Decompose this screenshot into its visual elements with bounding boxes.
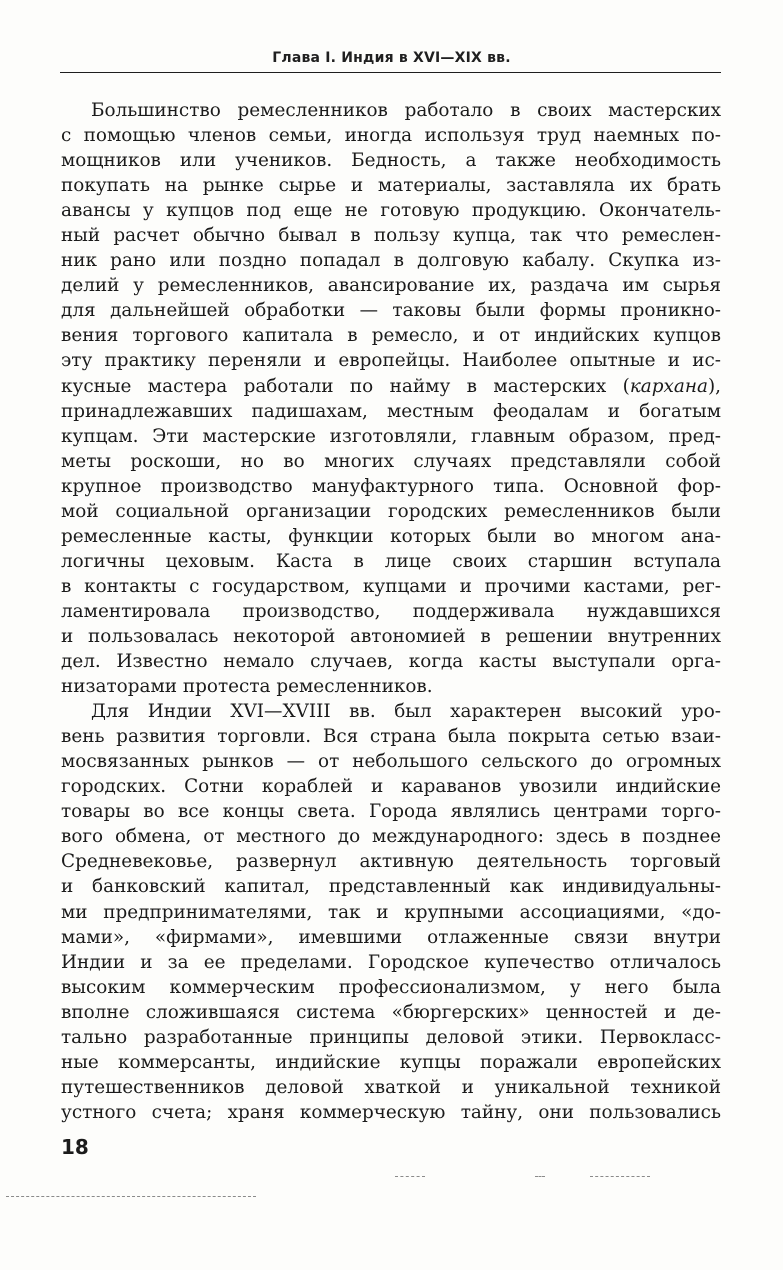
text-line: тально разработанные принципы деловой этики. Первокласс-	[61, 1026, 721, 1048]
text-line: логичны цеховым. Каста в лице своих старшин вступала	[61, 550, 721, 572]
text-line: принадлежавших падишахам, местным феодалам и богатым	[61, 400, 721, 422]
text-line: купцам. Эти мастерские изготовляли, главным образом, пред-	[61, 425, 721, 447]
text-line: с помощью членов семьи, иногда используя труд наемных по-	[61, 125, 721, 147]
text-line: Для Индии XVI—XVIII вв. был характерен высокий уро-	[91, 701, 721, 723]
text-line: мощников или учеников. Бедность, а также необходимость	[61, 150, 721, 172]
body-text	[61, 98, 721, 1125]
text-line: мой социальной организации городских ремесленников были	[61, 500, 721, 522]
text-line: вень развития торговли. Вся страна была покрыта сетью взаи-	[61, 726, 721, 748]
text-line: Средневековье, развернул активную деятельность торговый	[61, 851, 721, 873]
scan-artifact	[590, 1176, 650, 1177]
text-line: мосвязанных рынков — от небольшого сельского до огромных	[61, 751, 721, 773]
text-line: крупное производство мануфактурного типа. Основной фор-	[61, 475, 721, 497]
text-line: вполне сложившаяся система «бюргерских» ценностей и де-	[61, 1001, 721, 1023]
text-line: устного счета; храня коммерческую тайну, они пользовались	[61, 1101, 721, 1123]
text-line: ми предпринимателями, так и крупными ассоциациями, «до-	[61, 901, 721, 923]
text-line: Индии и за ее пределами. Городское купечество отличалось	[61, 951, 721, 973]
text-line: ный расчет обычно бывал в пользу купца, так что ремеслен-	[61, 225, 721, 247]
text-line: низаторами протеста ремесленников.	[61, 676, 433, 698]
text-line: ремесленные касты, функции которых были во многом ана-	[61, 525, 721, 547]
scan-artifact	[535, 1176, 545, 1177]
text-line: ламентировала производство, поддерживала нуждавшихся	[61, 600, 721, 622]
text-line: вого обмена, от местного до международного: здесь в позднее	[61, 826, 721, 848]
header-rule	[60, 72, 721, 73]
text-line: городских. Сотни кораблей и караванов увозили индийские	[61, 776, 721, 798]
text-line: ник рано или поздно попадал в долговую кабалу. Скупка из-	[61, 250, 721, 272]
text-line: мами», «фирмами», имевшими отлаженные связи внутри	[61, 926, 721, 948]
text-line: авансы у купцов под еще не готовую продукцию. Окончатель-	[61, 200, 721, 222]
text-line: путешественников деловой хваткой и уникальной техникой	[61, 1076, 721, 1098]
text-line: товары во все концы света. Города являлись центрами торго-	[61, 801, 721, 823]
text-line: для дальнейшей обработки — таковы были формы проникно-	[61, 300, 721, 322]
text-line: и пользовалась некоторой автономией в решении внутренних	[61, 625, 721, 647]
text-line: вения торгового капитала в ремесло, и от индийских купцов	[61, 325, 721, 347]
text-line: в контакты с государством, купцами и прочими кастами, рег-	[61, 575, 721, 597]
scan-artifact	[6, 1196, 256, 1197]
text-line: и банковский капитал, представленный как индивидуальны-	[61, 876, 721, 898]
text-line: ные коммерсанты, индийские купцы поражали европейских	[61, 1051, 721, 1073]
text-line: меты роскоши, но во многих случаях представляли собой	[61, 450, 721, 472]
text-line: делий у ремесленников, авансирование их, раздача им сырья	[61, 275, 721, 297]
text-line: высоким коммерческим профессионализмом, у него была	[61, 976, 721, 998]
text-line: дел. Известно немало случаев, когда касты выступали орга-	[61, 651, 721, 673]
text-line: Большинство ремесленников работало в своих мастерских	[91, 100, 721, 121]
text-line: кусные мастера работали по найму в мастерских (кархана),	[61, 375, 721, 397]
text-line: покупать на рынке сырье и материалы, заставляла их брать	[61, 175, 721, 197]
text-line: эту практику переняли и европейцы. Наиболее опытные и ис-	[61, 350, 721, 372]
running-head: Глава I. Индия в XVI—XIX вв.	[272, 50, 511, 66]
scan-artifact	[395, 1176, 425, 1177]
page-number: 18	[61, 1135, 89, 1159]
